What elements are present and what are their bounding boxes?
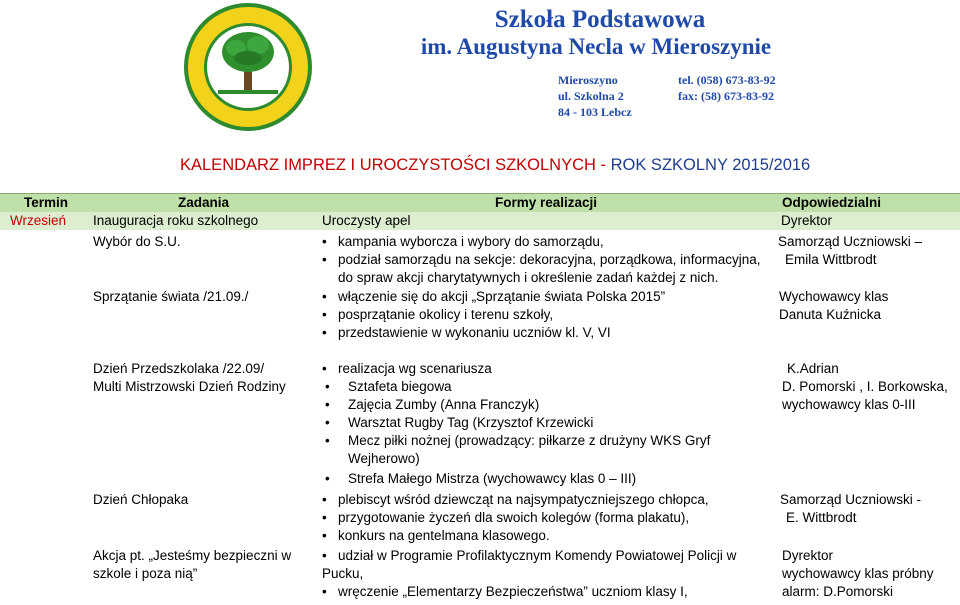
list-item: • wręczenie „Elementarzy Bezpieczeństwa” uczniom klasy I, (322, 583, 772, 601)
form-list (322, 583, 772, 601)
task-cell: Dzień Przedszkolaka /22.09/ (93, 361, 265, 376)
school-address (558, 72, 632, 120)
school-logo (178, 0, 318, 135)
responsible-cell: Dyrektor (782, 548, 834, 563)
list-item: • kampania wyborcza i wybory do samorządu, (322, 233, 772, 251)
school-name (420, 6, 780, 60)
task-cell: Dzień Chłopaka (93, 492, 189, 507)
list-item: • Warsztat Rugby Tag (Krzysztof Krzewicki (322, 414, 772, 432)
phone-number: tel. (058) 673-83-92 (678, 73, 776, 87)
list-item: • Mecz piłki nożnej (prowadzący: piłkarze z drużyny WKS Gryf (322, 432, 772, 450)
list-item: • udział w Programie Profilaktycznym Komendy Powiatowej Policji w (322, 547, 772, 565)
header-formy: Formy realizacji (495, 195, 598, 210)
responsible-cell: D. Pomorski , I. Borkowska, (782, 379, 948, 394)
form-list (322, 491, 772, 545)
task-cell: Sprzątanie świata /21.09./ (93, 289, 249, 304)
task-cell: szkole i poza nią” (93, 566, 198, 581)
task-cell: Wybór do S.U. (93, 234, 181, 249)
task-cell: Inauguracja roku szkolnego (93, 213, 259, 228)
address-line: Mieroszyno (558, 73, 618, 87)
table-row (0, 212, 960, 230)
responsible-cell: wychowawcy klas 0-III (782, 397, 916, 412)
document-title (180, 154, 811, 176)
list-item: • posprzątanie okolicy i terenu szkoły, (322, 306, 772, 324)
form-list (322, 360, 772, 378)
address-line: ul. Szkolna 2 (558, 89, 624, 103)
responsible-cell: K.Adrian (787, 361, 839, 376)
school-letterhead (178, 0, 783, 135)
form-cell: Uroczysty apel (322, 213, 411, 228)
list-item-continuation: Wejherowo) (348, 451, 420, 466)
header-odpowiedzialni: Odpowiedzialni (782, 195, 882, 210)
form-list (322, 233, 772, 269)
header-termin: Termin (24, 195, 69, 210)
list-item: • podział samorządu na sekcje: dekoracyjna, porządkowa, informacyjna, (322, 251, 772, 269)
school-contact (678, 72, 776, 104)
list-item: • konkurs na gentelmana klasowego. (322, 527, 772, 545)
responsible-cell: Samorząd Uczniowski - (780, 492, 922, 507)
responsible-cell: Wychowawcy klas (779, 289, 889, 304)
responsible-cell: E. Wittbrodt (786, 510, 857, 525)
school-name-line2: im. Augustyna Necla w Mieroszynie (420, 34, 772, 59)
list-item: • Zajęcia Zumby (Anna Franczyk) (322, 396, 772, 414)
events-table (0, 193, 960, 605)
form-list (322, 470, 772, 488)
header-zadania: Zadania (178, 195, 230, 210)
list-item: • przedstawienie w wykonaniu uczniów kl. V, VI (322, 324, 772, 342)
responsible-cell: wychowawcy klas próbny (782, 566, 934, 581)
title-main: KALENDARZ IMPREZ I UROCZYSTOŚCI SZKOLNYCH - (180, 156, 611, 174)
table-header-row (0, 193, 960, 213)
list-item-continuation: do spraw akcji charytatywnych i określenie zadań każdej z nich. (338, 270, 719, 285)
form-list (322, 378, 772, 450)
list-item-continuation: Pucku, (322, 566, 364, 581)
list-item: • Sztafeta biegowa (322, 378, 772, 396)
responsible-cell: Samorząd Uczniowski – (778, 234, 923, 249)
month-label: Wrzesień (10, 213, 67, 228)
fax-number: fax: (58) 673-83-92 (678, 89, 774, 103)
responsible-cell: alarm: D.Pomorski (782, 584, 894, 599)
responsible-cell: Dyrektor (781, 213, 833, 228)
form-list (322, 547, 772, 565)
responsible-cell: Emila Wittbrodt (785, 252, 877, 267)
list-item: • Strefa Małego Mistrza (wychowawcy klas 0 – III) (322, 470, 772, 488)
task-cell: Multi Mistrzowski Dzień Rodziny (93, 379, 286, 394)
form-list (322, 288, 772, 342)
list-item: • realizacja wg scenariusza (322, 360, 772, 378)
list-item: • przygotowanie życzeń dla swoich kolegów (forma plakatu), (322, 509, 772, 527)
list-item: • włączenie się do akcji „Sprzątanie świata Polska 2015” (322, 288, 772, 306)
title-school-year: ROK SZKOLNY 2015/2016 (610, 156, 811, 174)
task-cell: Akcja pt. „Jesteśmy bezpieczni w (93, 548, 292, 563)
responsible-cell: Danuta Kuźnicka (779, 307, 882, 322)
school-name-line1: Szkoła Podstawowa (494, 6, 706, 33)
address-line: 84 - 103 Lebcz (558, 105, 632, 119)
list-item: • plebiscyt wśród dziewcząt na najsympatyczniejszego chłopca, (322, 491, 772, 509)
